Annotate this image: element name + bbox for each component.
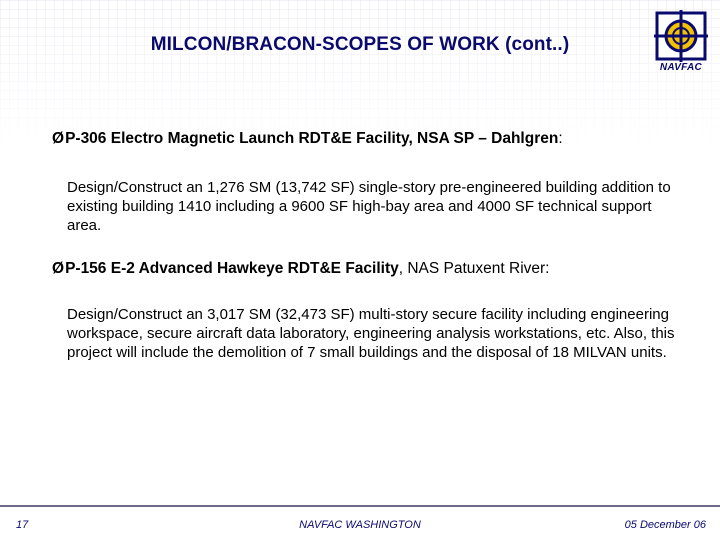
background-grid [0,0,720,150]
item-body-p306: Design/Construct an 1,276 SM (13,742 SF) single-story pre-engineered building addition to existing building 1410 including a 9600 SF high-bay area and 4000 SF technical support area. [67,179,671,234]
slide-title: MILCON/BRACON-SCOPES OF WORK (cont..) [150,34,570,55]
item-heading-tail: , NAS Patuxent River: [398,260,550,277]
item-heading-p156 [52,260,550,278]
bullet-arrow-icon: Ø [52,260,65,277]
page-number: 17 [16,519,29,531]
bullet-arrow-icon: Ø [52,130,65,147]
navfac-emblem-icon [654,10,708,62]
item-body-p156: Design/Construct an 3,017 SM (32,473 SF) multi-story secure facility including engineering workspace, secure aircraft data laboratory, engineering analysis workstations, etc. Also, this project will include the demolition of 7 small buildings and the disposal of 18 MILVAN units. [67,306,675,361]
item-heading-p306 [52,130,563,148]
footer-divider [0,505,720,507]
footer-organization: NAVFAC WASHINGTON [299,519,421,531]
item-heading-tail: : [558,130,563,147]
item-heading-bold: P-306 Electro Magnetic Launch RDT&E Facility, NSA SP – Dahlgren [65,130,559,147]
navfac-logo [652,10,710,74]
logo-text: NAVFAC [659,62,703,73]
item-heading-bold: P-156 E-2 Advanced Hawkeye RDT&E Facility [65,260,399,277]
footer-date: 05 December 06 [624,519,706,531]
